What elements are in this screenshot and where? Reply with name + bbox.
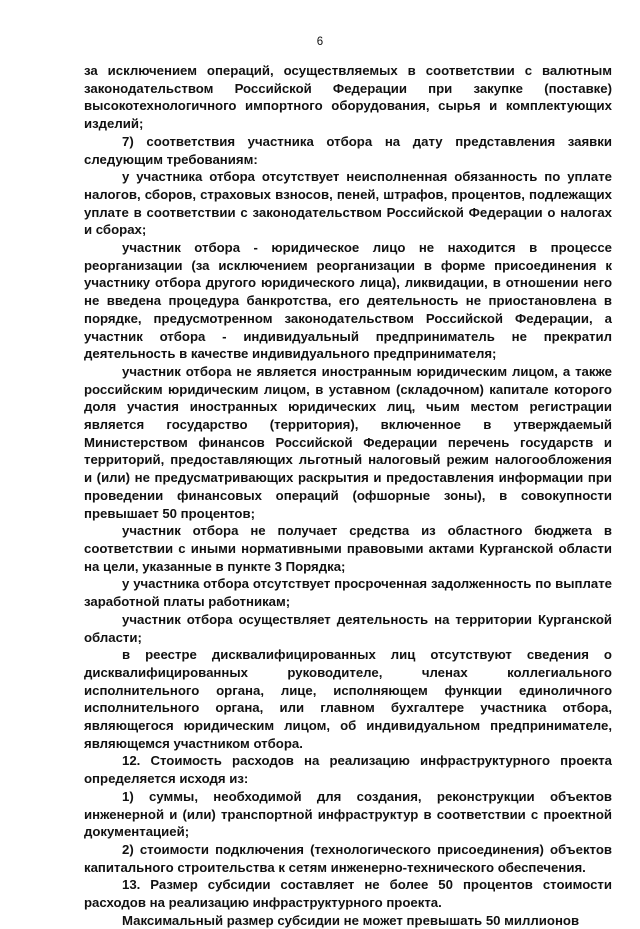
paragraph-section-12-item-1: 1) суммы, необходимой для создания, реконструкции объектов инженерной и (или) транспортной инфраструктур в соответствии с проектной документацией; xyxy=(84,788,612,840)
paragraph-no-tax-debt: у участника отбора отсутствует неисполненная обязанность по уплате налогов, сборов, страховых взносов, пеней, штрафов, процентов, подлежащих уплате в соответствии с законодательством Российской Федерации о налогах и сборах; xyxy=(84,169,612,238)
paragraph-not-foreign-entity: участник отбора не является иностранным юридическим лицом, а также российским юридическим лицом, в уставном (складочном) капитале которого доля участия иностранных юридических лиц, чьим местом регистрации является государство (территория), включенное в утверждаемый Министерством финансов Российской Федерации перечень государств и территорий, предоставляющих льготный налоговый режим налогообложения и (или) не предусматривающих раскрытия и предоставления информации при проведении финансовых операций (офшорные зоны), в совокупности превышает 50 процентов; xyxy=(84,363,612,521)
paragraph-operates-in-region: участник отбора осуществляет деятельность на территории Курганской области; xyxy=(84,611,612,645)
paragraph-section-12: 12. Стоимость расходов на реализацию инфраструктурного проекта определяется исходя из: xyxy=(84,753,612,787)
paragraph-max-subsidy: Максимальный размер субсидии не может превышать 50 миллионов xyxy=(122,912,580,928)
paragraph-currency-exception: за исключением операций, осуществляемых в соответствии с валютным законодательством Российской Федерации при закупке (поставке) высокотехнологичного импортного оборудования, сырья и комплектующих изделий; xyxy=(84,63,612,132)
paragraph-section-13: 13. Размер субсидии составляет не более 50 процентов стоимости расходов на реализацию инфраструктурного проекта. xyxy=(84,877,612,911)
paragraph-disqualified-registry: в реестре дисквалифицированных лиц отсутствуют сведения о дисквалифицированных руководителе, членах коллегиального исполнительного органа, лице, исполняющем функции единоличного исполнительного органа, или главном бухгалтере участника отбора, являющегося юридическим лицом, об индивидуальном предпринимателе, являющемся участником отбора. xyxy=(84,647,612,751)
paragraph-no-other-budget-funds: участник отбора не получает средства из областного бюджета в соответствии с иными нормативными правовыми актами Курганской области на цели, указанные в пункте 3 Порядка; xyxy=(84,523,612,574)
paragraph-requirement-7: 7) соответствия участника отбора на дату представления заявки следующим требованиям: xyxy=(84,133,612,167)
document-body xyxy=(84,62,612,929)
paragraph-section-12-item-2: 2) стоимости подключения (технологического присоединения) объектов капитального строительства к сетям инженерно-технического обеспечения. xyxy=(84,841,612,875)
paragraph-no-reorganization: участник отбора - юридическое лицо не находится в процессе реорганизации (за исключением реорганизации в форме присоединения к участнику отбора другого юридического лица), ликвидации, в отношении него не введена процедура банкротства, его деятельность не приостановлена в порядке, предусмотренном законодательством Российской Федерации, а участник отбора - индивидуальный предприниматель не прекратил деятельность в качестве индивидуального предпринимателя; xyxy=(84,240,612,362)
page-number: 6 xyxy=(316,36,324,48)
paragraph-no-salary-arrears: у участника отбора отсутствует просроченная задолженность по выплате заработной платы работникам; xyxy=(84,576,612,610)
